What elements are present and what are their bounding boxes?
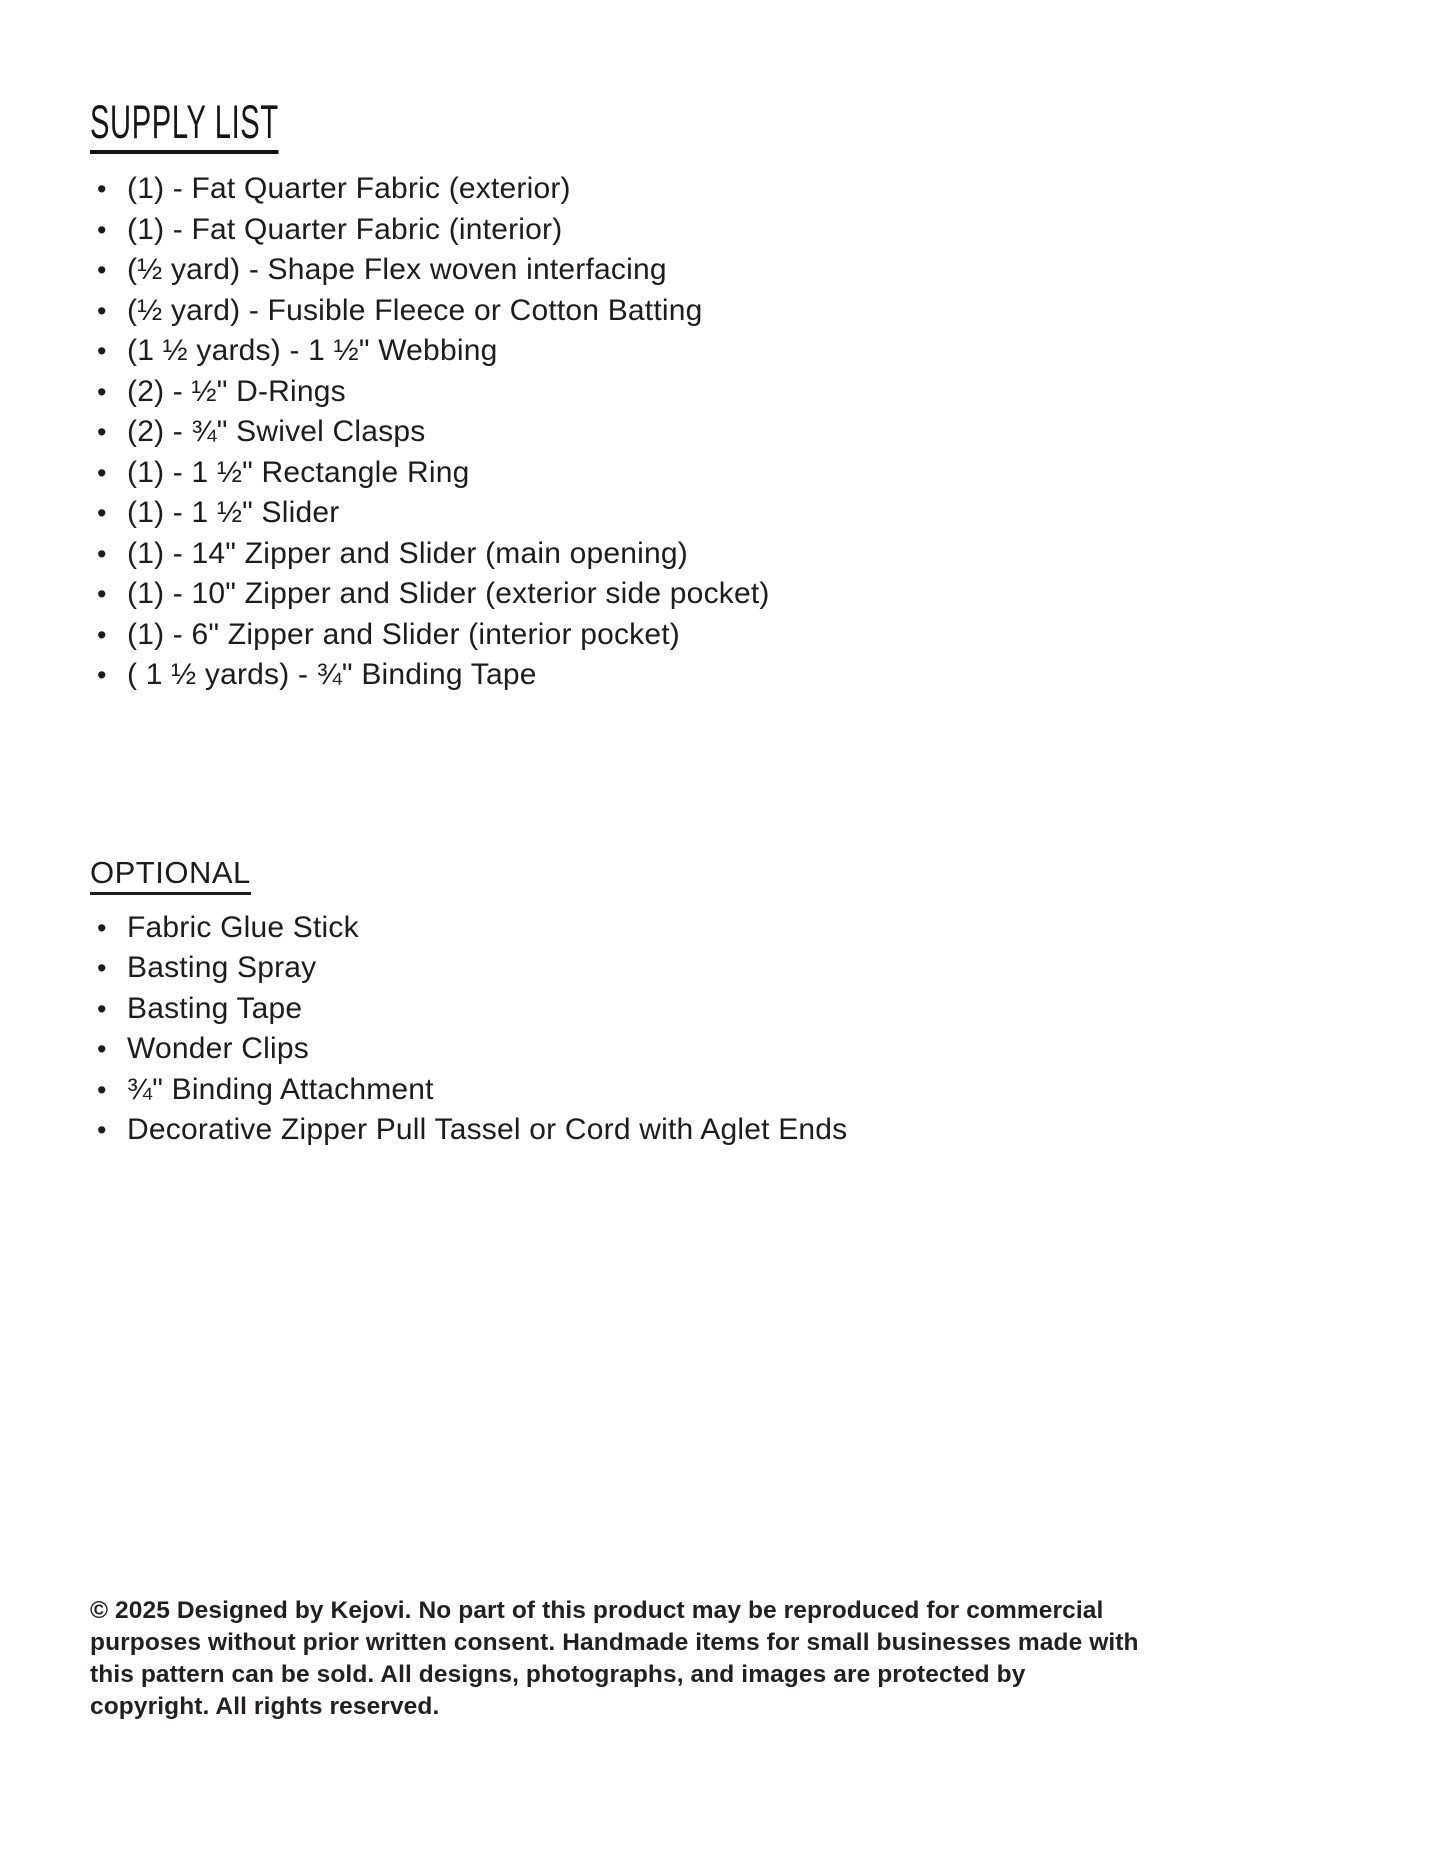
supply-item-text: (1) - Fat Quarter Fabric (interior) [127, 212, 563, 246]
page-title-text: SUPPLY LIST [90, 98, 279, 154]
optional-item-text: Wonder Clips [127, 1032, 309, 1065]
supply-item [90, 372, 1355, 413]
supply-item-text: (1) - 10" Zipper and Slider (exterior side pocket) [127, 577, 770, 610]
supply-item-text: (1) - 1 ½" Slider [127, 496, 340, 529]
supply-item [90, 574, 1355, 615]
supply-item [90, 412, 1355, 453]
bullet-icon: • [97, 538, 107, 569]
optional-item-text: Basting Spray [127, 951, 317, 984]
bullet-icon: • [97, 336, 107, 366]
supply-item [90, 169, 1355, 210]
bullet-icon: • [97, 1034, 107, 1064]
supply-item [90, 655, 1355, 696]
optional-item-text: Decorative Zipper Pull Tassel or Cord with Aglet Ends [127, 1113, 848, 1146]
copyright-line: © 2025 Designed by Kejovi. No part of this product may be reproduced for commercial [90, 1596, 1104, 1624]
supply-item [90, 493, 1355, 534]
optional-item [90, 1110, 1355, 1151]
bullet-icon: • [97, 579, 107, 609]
bullet-icon: • [97, 1074, 107, 1105]
supply-list [90, 169, 1355, 696]
optional-item [90, 1029, 1355, 1070]
supply-item [90, 331, 1355, 372]
bullet-icon: • [97, 660, 107, 690]
optional-item [90, 989, 1355, 1030]
copyright-line: copyright. All rights reserved. [90, 1692, 440, 1720]
bullet-icon: • [97, 457, 107, 488]
optional-list [90, 908, 1355, 1151]
bullet-icon: • [97, 619, 107, 650]
optional-heading-text: OPTIONAL [90, 854, 251, 895]
supply-item-text: (1) - Fat Quarter Fabric (exterior) [127, 172, 571, 205]
bullet-icon: • [97, 214, 107, 245]
optional-item [90, 948, 1355, 989]
optional-item-text: Basting Tape [127, 991, 303, 1025]
supply-item [90, 250, 1355, 291]
bullet-icon: • [97, 953, 107, 983]
supply-item-text: ( 1 ½ yards) - ¾" Binding Tape [127, 658, 537, 691]
page-title [90, 95, 1355, 155]
supply-item-text: (1) - 6" Zipper and Slider (interior pocket) [127, 617, 680, 651]
bullet-icon: • [97, 498, 107, 528]
optional-item-text: Fabric Glue Stick [127, 910, 359, 944]
bullet-icon: • [97, 174, 107, 204]
supply-item-text: (1) - 1 ½" Rectangle Ring [127, 455, 470, 489]
bullet-icon: • [97, 255, 107, 285]
supply-item [90, 453, 1355, 494]
bullet-icon: • [97, 417, 107, 447]
optional-item [90, 1070, 1355, 1111]
optional-item [90, 908, 1355, 949]
bullet-icon: • [97, 1115, 107, 1145]
copyright-footer [90, 1595, 1355, 1723]
supply-item [90, 210, 1355, 251]
bullet-icon: • [97, 295, 107, 326]
bullet-icon: • [97, 376, 107, 407]
supply-item-text: (½ yard) - Shape Flex woven interfacing [127, 253, 667, 286]
supply-item [90, 534, 1355, 575]
supply-item-text: (1) - 14" Zipper and Slider (main opening) [127, 536, 688, 570]
supply-item [90, 291, 1355, 332]
bullet-icon: • [97, 912, 107, 943]
optional-heading [90, 854, 1355, 900]
supply-item [90, 615, 1355, 656]
supply-item-text: (2) - ¾" Swivel Clasps [127, 415, 426, 448]
copyright-line: this pattern can be sold. All designs, photographs, and images are protected by [90, 1660, 1026, 1688]
supply-item-text: (2) - ½" D-Rings [127, 374, 346, 408]
supply-item-text: (½ yard) - Fusible Fleece or Cotton Batting [127, 293, 703, 327]
optional-item-text: ¾" Binding Attachment [127, 1072, 434, 1106]
copyright-line: purposes without prior written consent. Handmade items for small businesses made with [90, 1628, 1139, 1656]
supply-item-text: (1 ½ yards) - 1 ½" Webbing [127, 334, 498, 367]
bullet-icon: • [97, 993, 107, 1024]
